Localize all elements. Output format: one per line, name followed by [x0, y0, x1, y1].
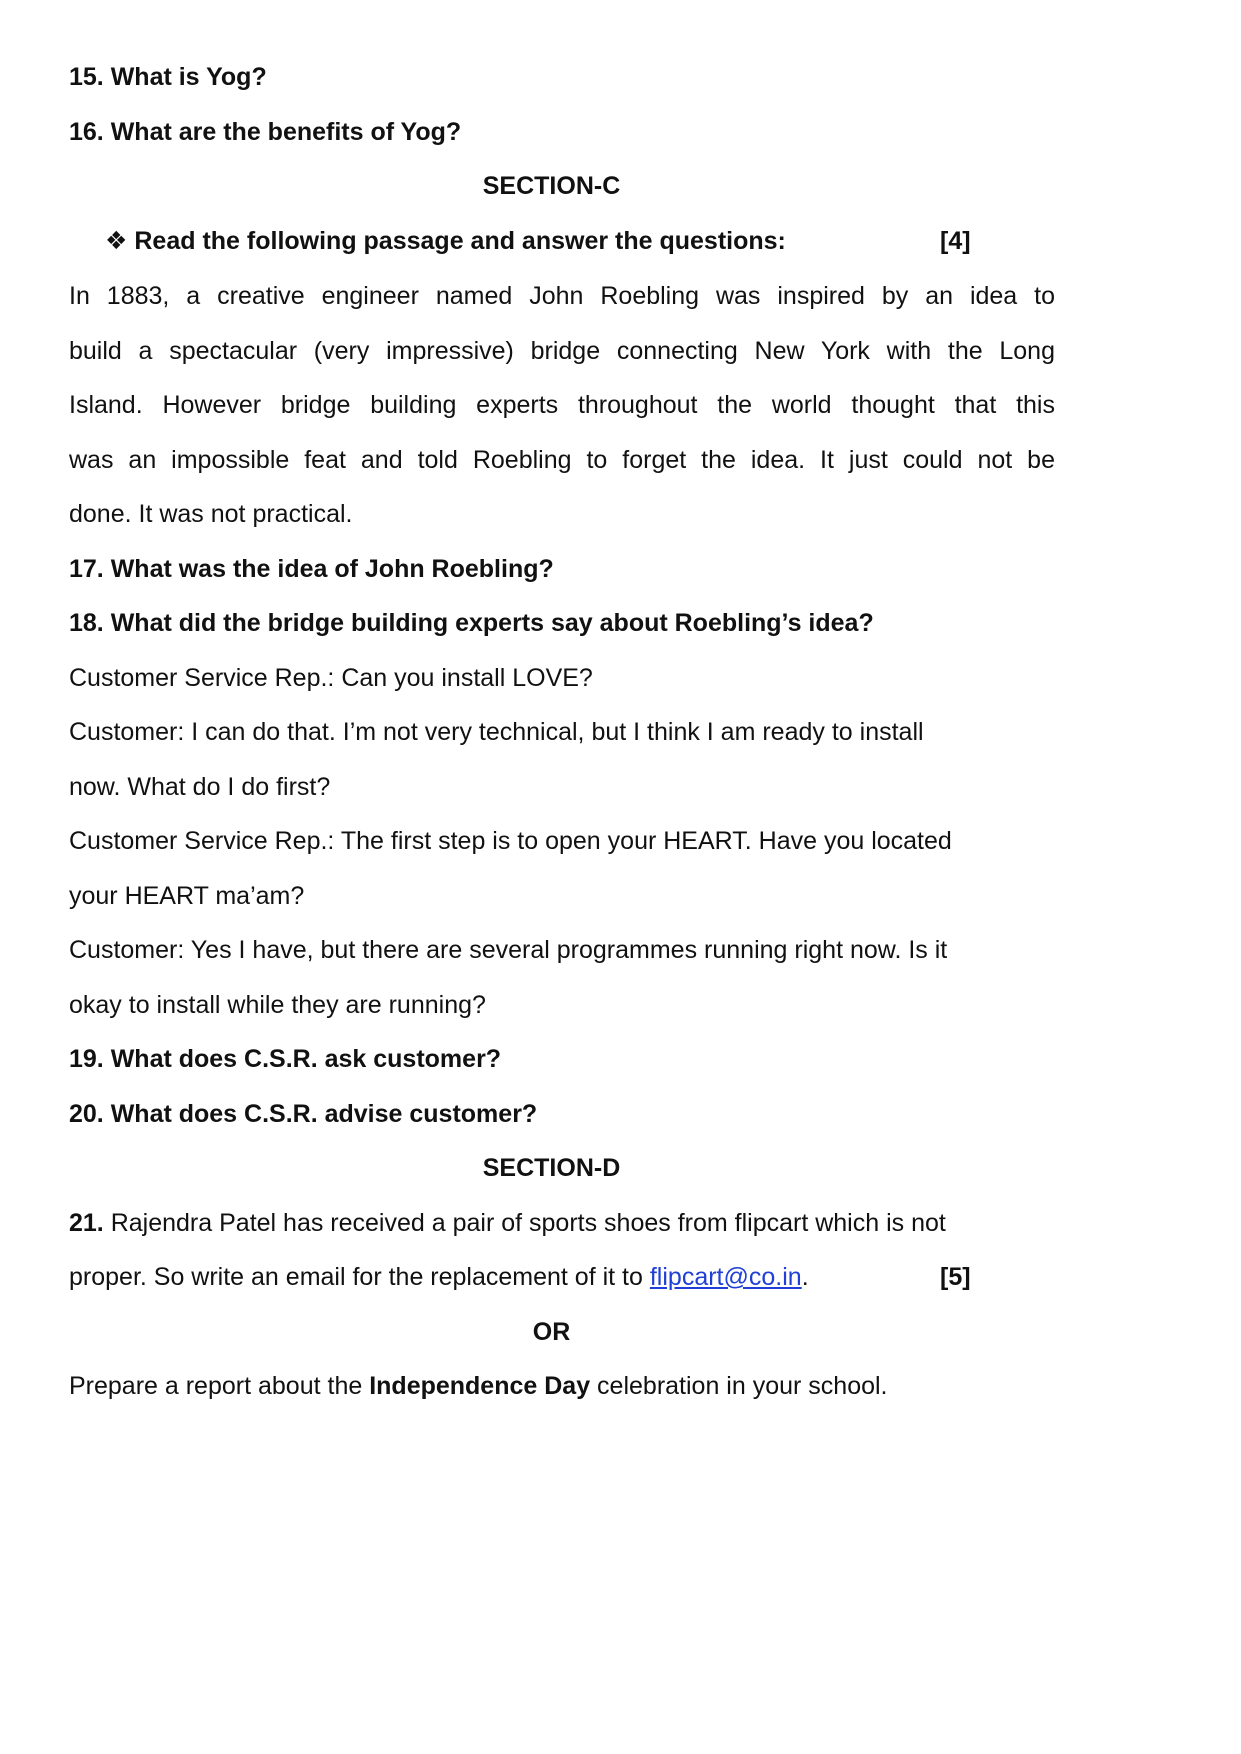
passage-line: In 1883, a creative engineer named John Roebling was inspired by an idea to: [69, 282, 1055, 310]
question-15: 15. What is Yog?: [69, 63, 267, 91]
question-21-number: 21.: [69, 1209, 104, 1237]
question-21-line-2: [69, 1262, 809, 1292]
or-label: OR: [532, 1318, 571, 1346]
diamond-bullet-icon: ❖: [105, 227, 128, 255]
dialogue-line: Customer: I can do that. I’m not very technical, but I think I am ready to install: [69, 718, 924, 746]
question-18: 18. What did the bridge building experts say about Roebling’s idea?: [69, 609, 874, 637]
question-21-text: Rajendra Patel has received a pair of sports shoes from flipcart which is not: [103, 1209, 946, 1237]
question-17: 17. What was the idea of John Roebling?: [69, 555, 554, 583]
alt-text-bold: Independence Day: [369, 1372, 591, 1400]
alt-text-start: Prepare a report about the: [69, 1372, 370, 1400]
dialogue-line: Customer Service Rep.: The first step is to open your HEART. Have you located: [69, 827, 952, 855]
instruction-text: Read the following passage and answer the questions:: [134, 227, 786, 255]
question-21-period: .: [801, 1263, 809, 1291]
section-c-instruction: [105, 226, 786, 256]
passage-line: build a spectacular (very impressive) bridge connecting New York with the Long: [69, 337, 1055, 365]
passage-line: done. It was not practical.: [69, 500, 353, 528]
question-19: 19. What does C.S.R. ask customer?: [69, 1045, 502, 1073]
dialogue-line: your HEART ma’am?: [69, 882, 305, 910]
question-20: 20. What does C.S.R. advise customer?: [69, 1100, 538, 1128]
dialogue-line: Customer Service Rep.: Can you install LOVE?: [69, 664, 593, 692]
passage-line: Island. However bridge building experts throughout the world thought that this: [69, 391, 1055, 419]
question-16: 16. What are the benefits of Yog?: [69, 118, 462, 146]
dialogue-line: okay to install while they are running?: [69, 991, 486, 1019]
email-link[interactable]: flipcart@co.in: [649, 1263, 802, 1291]
alternative-question: [69, 1371, 888, 1401]
section-c-title: SECTION-C: [482, 172, 621, 200]
dialogue-line: now. What do I do first?: [69, 773, 331, 801]
alt-text-end: celebration in your school.: [590, 1372, 888, 1400]
dialogue-line: Customer: Yes I have, but there are several programmes running right now. Is it: [69, 936, 948, 964]
section-d-title: SECTION-D: [482, 1154, 621, 1182]
passage-line: was an impossible feat and told Roebling to forget the idea. It just could not be: [69, 446, 1055, 474]
section-c-marks: [4]: [940, 227, 971, 255]
question-21-text-cont: proper. So write an email for the replacement of it to: [69, 1263, 650, 1291]
question-21-marks: [5]: [940, 1263, 971, 1291]
question-21-line-1: [69, 1208, 946, 1238]
